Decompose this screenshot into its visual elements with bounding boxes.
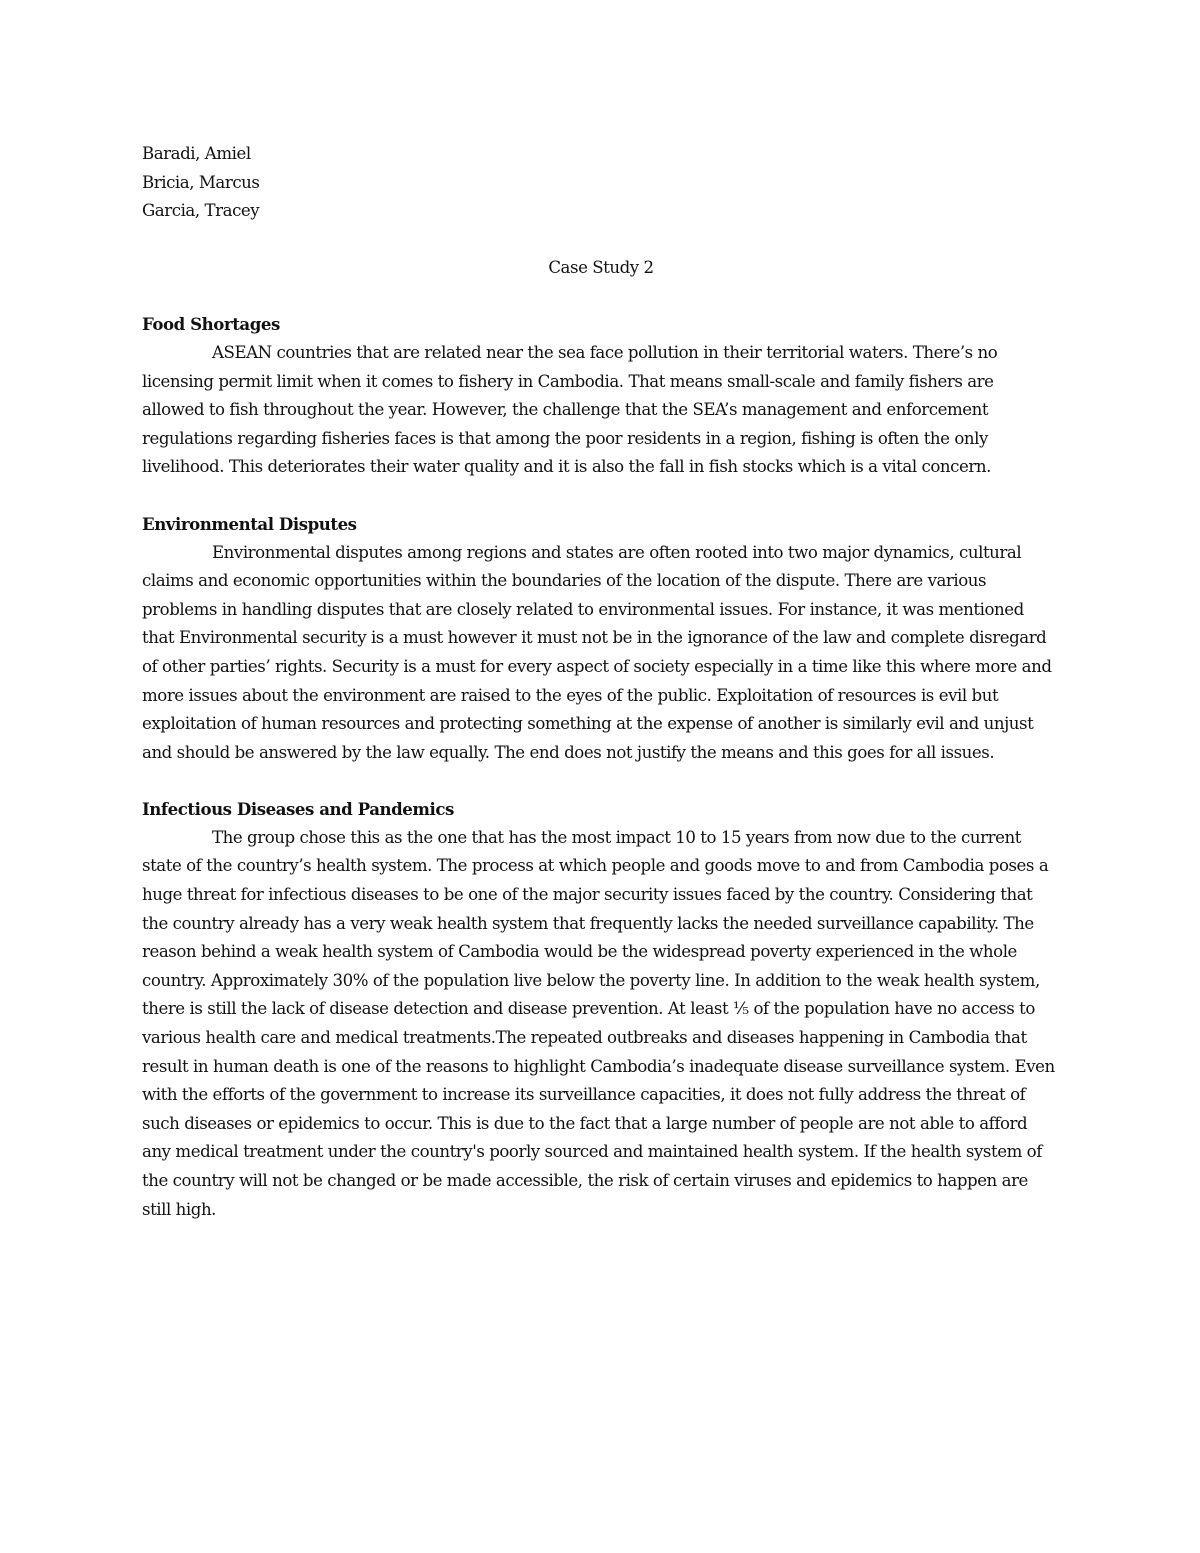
section-food-shortages bbox=[142, 310, 1060, 482]
author-name: Bricia, Marcus bbox=[142, 172, 260, 192]
document-page bbox=[142, 140, 1060, 1252]
section-paragraph: ASEAN countries that are related near the sea face pollution in their territorial waters. There’s no licensing permit limit when it comes to fishery in Cambodia. That means small-scale and family fishers are allowed to fish throughout the year. However, the challenge that the SEA’s management and enforcement regulations regarding fisheries faces is that among the poor residents in a region, fishing is often the only livelihood. This deteriorates their water quality and it is also the fall in fish stocks which is a vital concern. bbox=[142, 342, 998, 477]
section-heading: Environmental Disputes bbox=[142, 513, 357, 534]
section-paragraph: Environmental disputes among regions and states are often rooted into two major dynamics, cultural claims and economic opportunities within the boundaries of the location of the dispute. There are various problems in handling disputes that are closely related to environmental issues. For instance, it was mentioned that Environmental security is a must however it must not be in the ignorance of the law and complete disregard of other parties’ rights. Security is a must for every aspect of society especially in a time like this where more and more issues about the environment are raised to the eyes of the public. Exploitation of resources is evil but exploitation of human resources and protecting something at the expense of another is similarly evil and unjust and should be answered by the law equally. The end does not justify the means and this goes for all issues. bbox=[142, 542, 1052, 762]
section-environmental-disputes bbox=[142, 510, 1060, 767]
author-list bbox=[142, 140, 1060, 226]
document-title: Case Study 2 bbox=[548, 257, 654, 277]
author-name: Garcia, Tracey bbox=[142, 201, 260, 221]
section-heading: Food Shortages bbox=[142, 314, 280, 335]
section-infectious-diseases bbox=[142, 795, 1060, 1224]
author-name: Baradi, Amiel bbox=[142, 144, 251, 163]
section-paragraph: The group chose this as the one that has the most impact 10 to 15 years from now due to the current state of the country’s health system. The process at which people and goods move to and from Cambodia poses a huge threat for infectious diseases to be one of the major security issues faced by the country. Considering that the country already has a very weak health system that frequently lacks the needed surveillance capability. The reason behind a weak health system of Cambodia would be the widespread poverty experienced in the whole country. Approximately 30% of the population live below the poverty line. In addition to the weak health system, there is still the lack of disease detection and disease prevention. At least ⅕ of the population have no access to various health care and medical treatments.The repeated outbreaks and diseases happening in Cambodia that result in human death is one of the reasons to highlight Cambodia’s inadequate disease surveillance system. Even with the efforts of the government to increase its surveillance capacities, it does not fully address the threat of such diseases or epidemics to occur. This is due to the fact that a large number of people are not able to afford any medical treatment under the country's poorly sourced and maintained health system. If the health system of the country will not be changed or be made accessible, the risk of certain viruses and epidemics to happen are still high. bbox=[142, 827, 1055, 1219]
section-heading: Infectious Diseases and Pandemics bbox=[142, 799, 454, 820]
